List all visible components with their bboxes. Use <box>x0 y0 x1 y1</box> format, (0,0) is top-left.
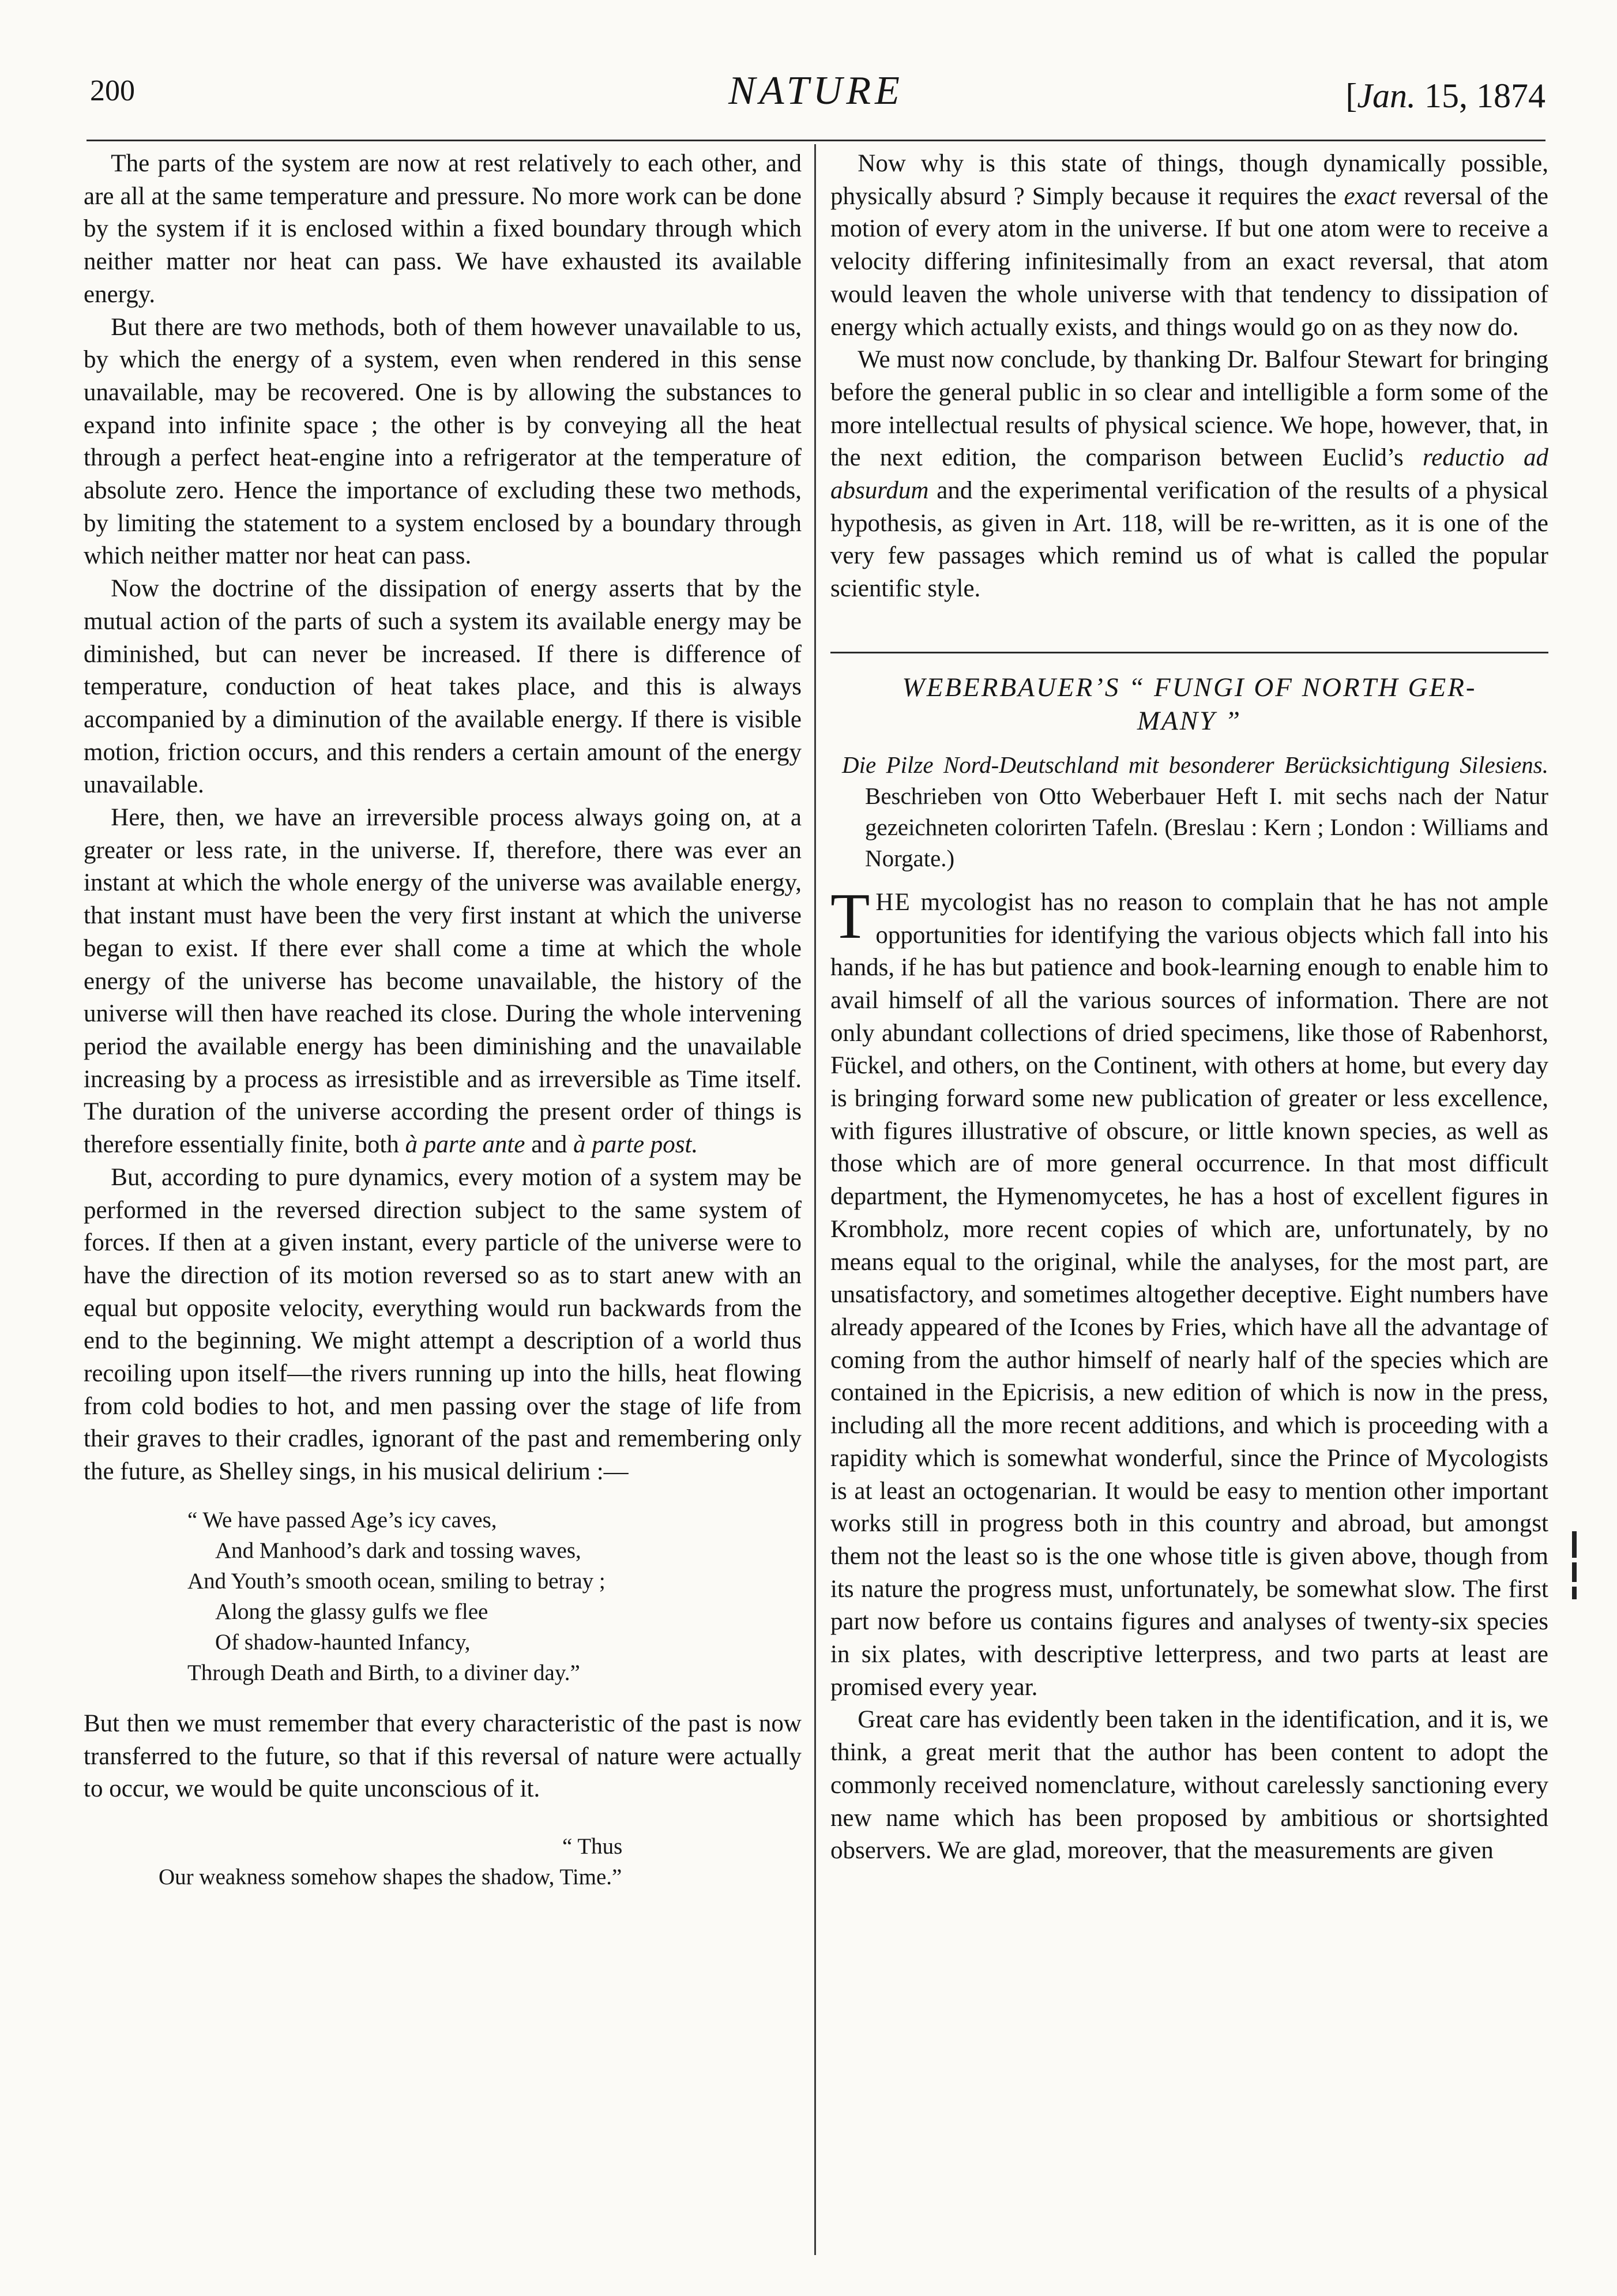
latin-phrase: à parte ante <box>405 1131 525 1159</box>
page-number: 200 <box>90 74 135 107</box>
left-column <box>84 148 802 1892</box>
date-bracket: [ <box>1345 77 1357 115</box>
poem-line: And Youth’s smooth ocean, smiling to betray ; <box>187 1568 606 1594</box>
paragraph: But then we must remember that every characteristic of the past is now transferred to the future, so that if this reversal of nature were actually to occur, we would be quite unconscious of it. <box>84 1709 802 1803</box>
paragraph: But, according to pure dynamics, every motion of a system may be performed in the reversed direction subject to the same system of forces. If then at a given instant, every particle of the universe were to have the direction of its motion reversed so as to start anew with an equal but opposite velocity, everything would run backwards from the end to the beginning. We might attempt a description of a world thus recoiling upon itself—the rivers running up into the hills, heat flowing from cold bodies to hot, and men passing over the stage of life from their graves to their cradles, ignorant of the past and remembering only the future, as Shelley sings, in his musical delirium :— <box>84 1163 802 1486</box>
connective: and <box>525 1131 574 1159</box>
emphasis: exact <box>1344 182 1397 210</box>
text-run: mycologist has no reason to complain that he has not ample opportunities for identifying the various objects which fall into his hands, if he has but patience and book-learning enough to enable him to avail himself of all the various sources of information. There are not only abundant collections of dried specimens, like those of Rabenhorst, Fückel, and others, on the Continent, with others at home, but every day is bringing forward some new publication of greater or less excellence, with figures illustrative of obscure, or little known species, as well as those which are of more general occurrence. In that most difficult department, the Hymenomycetes, he has a host of excellent figures in Krombholz, more recent copies of which are, unfortunately, by no means equal to the original, while the analyses, for the most part, are unsatisfactory, and sometimes altogether deceptive. Eight numbers have already appeared of the Icones by Fries, which have all the advantage of coming from the author himself of nearly half of the species which are contained in the Epicrisis, a new edition of which is now in the press, including all the more recent additions, and which is proceeding with a rapidity which is somewhat wonderful, since the Prince of Mycologists is at least an octogenarian. It would be easy to mention other important works still in progress both in this country and abroad, but amongst them not the least so is the one whose title is given above, though from its nature the progress must, unfortunately, be somewhat slow. The first part now before us contains figures and analyses of twenty-six species in six plates, with descriptive letterpress, and two parts at least are promised every year. <box>830 888 1548 1701</box>
quote-line: “ Thus <box>562 1833 623 1859</box>
small-caps: HE <box>875 888 911 916</box>
review-paragraph <box>830 880 1548 1704</box>
date-month: Jan. <box>1357 77 1416 115</box>
text-run: We must now conclude, by thanking Dr. Balfour Stewart for bringing before the general public in so clear and intelligible a form some of the more intellectual results of physical science. We hope, however, that, in the next edition, the comparison between Euclid’s <box>830 346 1548 472</box>
paragraph <box>830 344 1548 606</box>
paragraph: But there are two methods, both of them however unavailable to us, by which the energy of a system, even when rendered in this sense unavailable, may be recovered. One is by allowing the substances to expand into infinite space ; the other is by conveying all the heat through a perfect heat-engine into a refrigerator at the temperature of absolute zero. Hence the importance of excluding these two methods, by limiting the statement to a system enclosed by a boundary through which neither matter nor heat can pass. <box>84 313 802 570</box>
drop-cap: T <box>830 880 870 952</box>
header-rule <box>87 140 1545 141</box>
paragraph: The parts of the system are now at rest relatively to each other, and are all at the same temperature and pressure. No more work can be done by the system if it is enclosed within a fixed boundary through which neither matter nor heat can pass. We have exhausted its available energy. <box>84 150 802 308</box>
section-rule <box>830 652 1548 653</box>
text-run: and the experimental verification of the results of a physical hypothesis, as given in Art. 118, will be re-written, as it is one of the very few passages which remind us of what is called the popular scientific style. <box>830 477 1548 603</box>
review-title-line: MANY ” <box>1137 705 1242 736</box>
column-divider <box>814 144 816 2255</box>
issue-date <box>1345 76 1545 116</box>
poem-line: And Manhood’s dark and tossing waves, <box>215 1538 581 1563</box>
date-day-year: 15, 1874 <box>1416 77 1545 115</box>
book-details: Beschrieben von Otto Weberbauer Heft I. mit sechs nach der Natur gezeichneten colorirten Tafeln. (Breslau : Kern ; London : Williams and Norgate.) <box>865 782 1548 871</box>
book-title: Die Pilze Nord-Deutschland mit besonderer Berücksichtigung Silesiens. <box>842 751 1548 778</box>
poem-line: Of shadow-haunted Infancy, <box>215 1629 471 1655</box>
review-title-line: WEBERBAUER’S “ FUNGI OF NORTH GER- <box>902 672 1477 702</box>
latin-phrase: à parte post. <box>573 1131 698 1159</box>
poem-line: Along the glassy gulfs we flee <box>215 1599 488 1624</box>
running-header <box>87 68 1545 131</box>
latin-phrase: reductio ad absurdum <box>830 444 1548 505</box>
book-citation <box>830 749 1548 874</box>
poem-line: Through Death and Birth, to a diviner day.” <box>187 1660 580 1685</box>
closing-quotation <box>84 1831 802 1892</box>
margin-mark <box>1572 1531 1579 1606</box>
right-column <box>830 148 1548 1867</box>
margin-mark-stroke <box>1572 1587 1577 1599</box>
margin-mark-stroke <box>1572 1531 1577 1558</box>
paragraph <box>830 148 1548 344</box>
text-run: Now why is this state of things, though dynamically possible, physically absurd ? Simply because it requires the <box>830 150 1548 210</box>
quote-line: Our weakness somehow shapes the shadow, Time.” <box>159 1864 622 1889</box>
paragraph-time-finite <box>84 802 802 1162</box>
paragraph: Now the doctrine of the dissipation of energy asserts that by the mutual action of the parts of such a system its available energy may be diminished, but can never be increased. If there is difference of temperature, conduction of heat takes place, and this is always accompanied by a diminution of the available energy. If there is visible motion, friction occurs, and this renders a certain amount of the energy unavailable. <box>84 575 802 799</box>
paragraph-text: Here, then, we have an irreversible process always going on, at a greater or less rate, in the universe. If, therefore, there was ever an instant at which the whole energy of the universe was available energy, that instant must have been the very first instant at which the universe began to exist. If there ever shall come a time at which the whole energy of the universe has become unavailable, the history of the universe will then have reached its close. During the whole intervening period the available energy has been diminishing and the unavailable increasing by a process as irresistible and as irreversible as Time itself. The duration of the universe according the present order of things is therefore essentially finite, both <box>84 804 802 1159</box>
poem-line: “ We have passed Age’s icy caves, <box>187 1507 497 1532</box>
margin-mark-stroke <box>1572 1562 1577 1582</box>
journal-title: NATURE <box>728 69 904 113</box>
shelley-poem <box>187 1505 802 1688</box>
text-run: reversal of the motion of every atom in the universe. If but one atom were to receive a velocity differing infinitesimally from an exact reversal, that atom would leaven the whole universe with that tendency to dissipation of energy which actually exists, and things would go on as they now do. <box>830 182 1548 341</box>
review-title <box>830 671 1548 738</box>
review-paragraph: Great care has evidently been taken in the identification, and it is, we think, a great merit that the author has been content to adopt the commonly received nomenclature, without carelessly sanctioning every new name which has been proposed by ambitious or shortsighted observers. We are glad, moreover, that the measurements are given <box>830 1706 1548 1865</box>
